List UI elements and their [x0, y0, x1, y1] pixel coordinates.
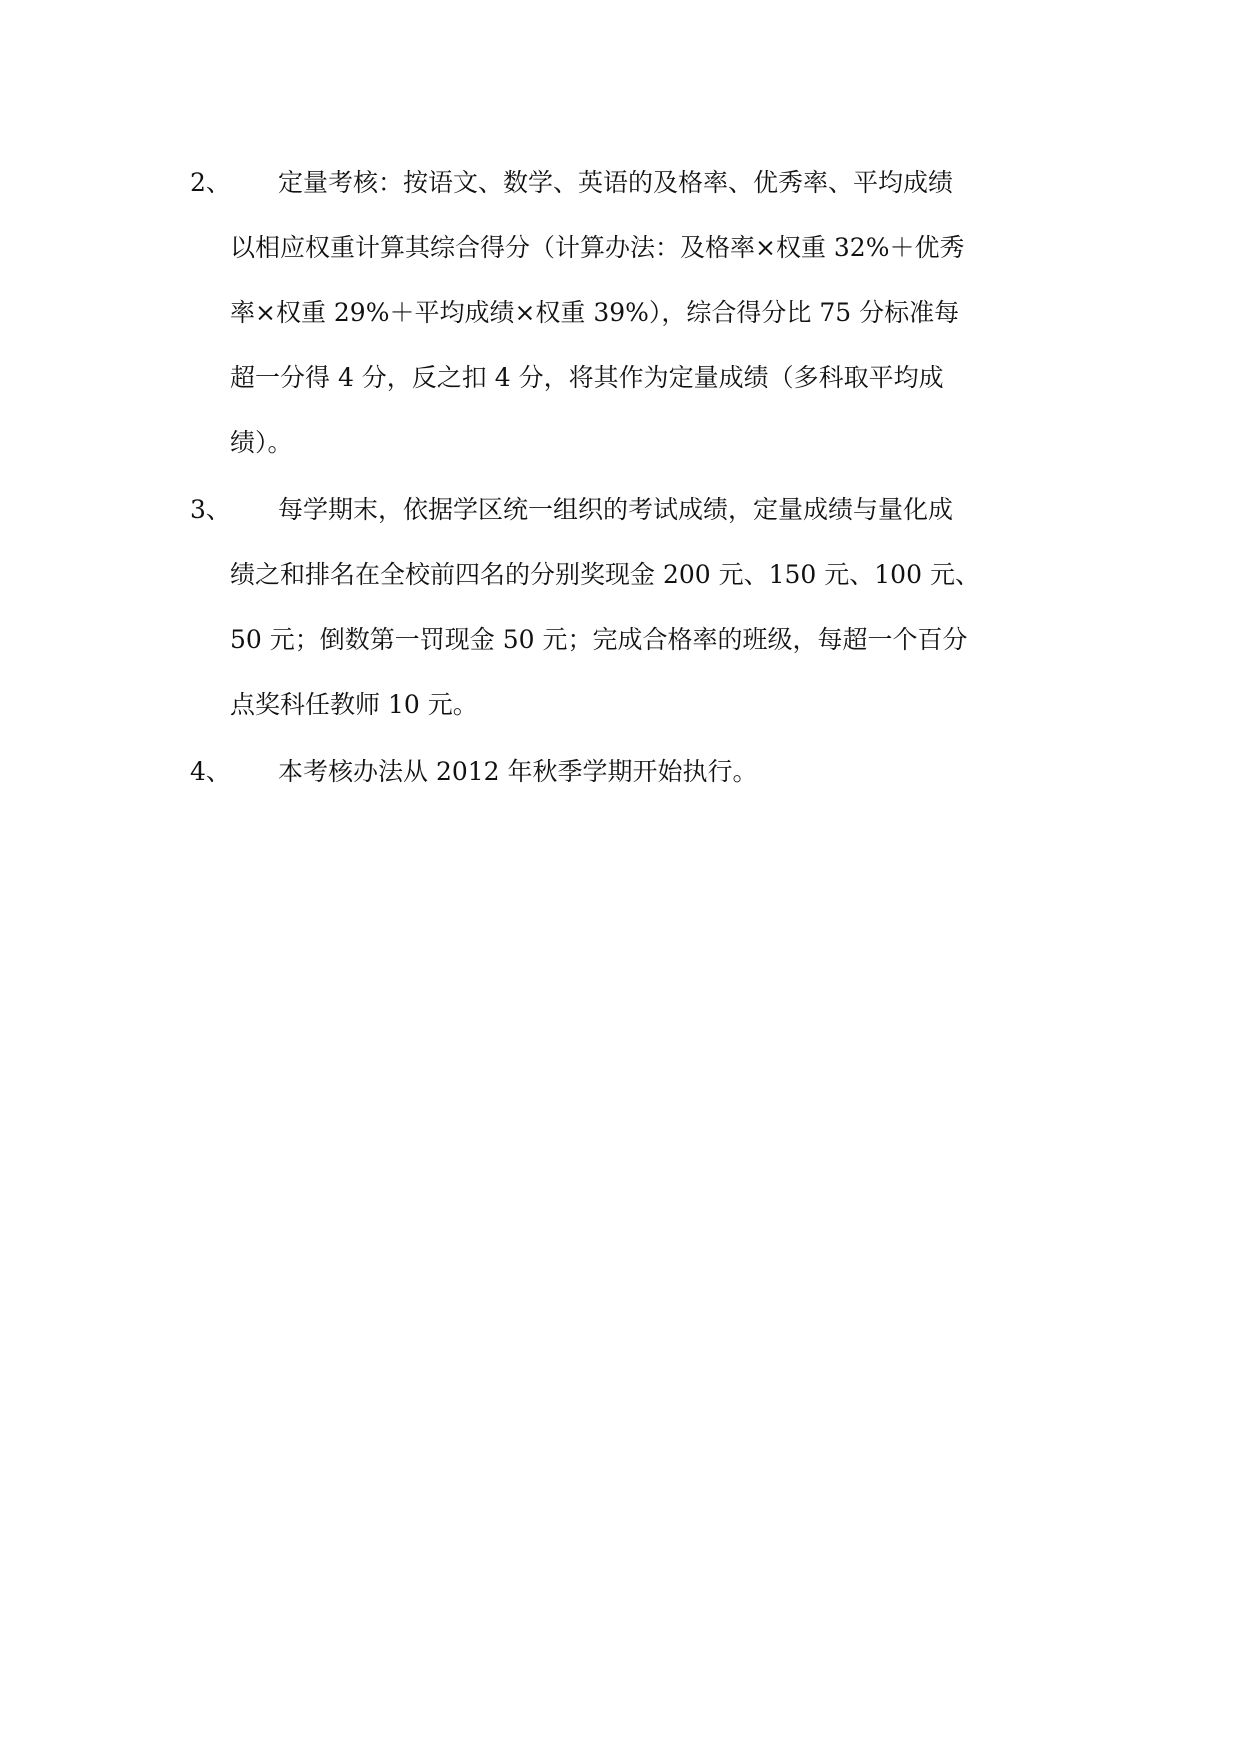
text-line: 定量考核：按语文、数学、英语的及格率、优秀率、平均成绩	[278, 168, 954, 197]
text-line: 超一分得 4 分，反之扣 4 分，将其作为定量成绩（多科取平均成	[230, 363, 944, 392]
item-number: 2、	[190, 168, 231, 197]
list-item-3	[190, 490, 1070, 750]
text-line: 以相应权重计算其综合得分（计算办法：及格率×权重 32%＋优秀	[230, 233, 965, 262]
item-text	[190, 490, 1070, 725]
text-line: 率×权重 29%＋平均成绩×权重 39%），综合得分比 75 分标准每	[230, 298, 960, 327]
text-line: 每学期末，依据学区统一组织的考试成绩，定量成绩与量化成	[278, 495, 954, 524]
text-line: 50 元；倒数第一罚现金 50 元；完成合格率的班级，每超一个百分	[230, 625, 968, 654]
text-line: 本考核办法从 2012 年秋季学期开始执行。	[278, 757, 758, 786]
item-number: 3、	[190, 495, 231, 524]
text-line: 绩之和排名在全校前四名的分别奖现金 200 元、150 元、100 元、	[230, 560, 980, 589]
item-number: 4、	[190, 757, 231, 786]
item-text	[190, 163, 1070, 463]
item-text	[190, 752, 1070, 792]
text-line: 点奖科任教师 10 元。	[230, 690, 478, 719]
text-line: 绩）。	[230, 428, 293, 457]
list-item-2	[190, 163, 1070, 488]
list-item-4	[190, 752, 1070, 817]
